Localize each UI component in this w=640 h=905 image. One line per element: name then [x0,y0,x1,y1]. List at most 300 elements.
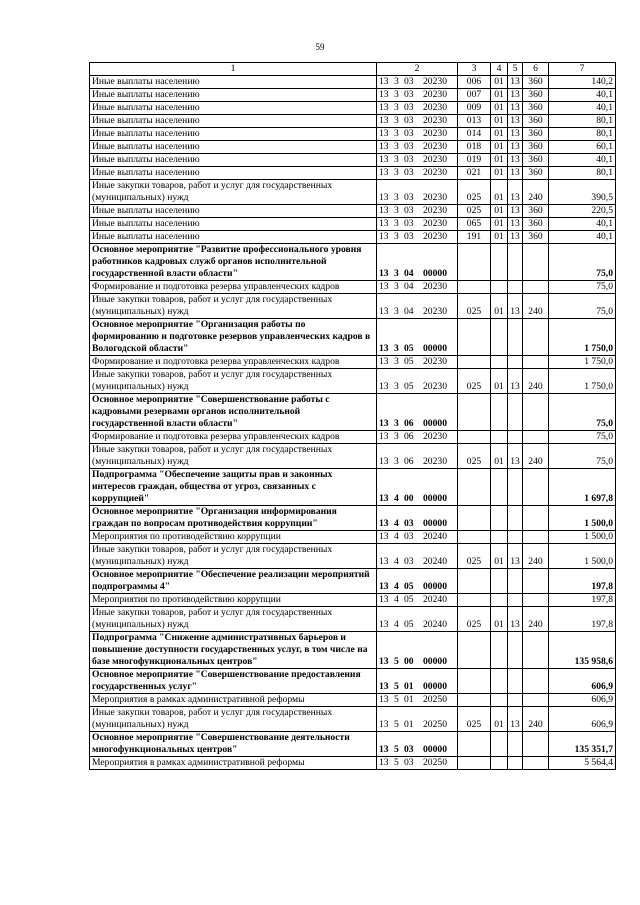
row-col5 [508,431,523,444]
code-direction: 20230 [423,89,447,100]
code-direction: 20230 [423,141,447,152]
row-code [377,281,458,294]
row-col3: 018 [458,141,491,154]
row-col3 [458,757,491,770]
row-col4 [491,694,508,707]
code-activity: 03 [404,205,414,216]
row-col4 [491,632,508,669]
row-code [377,431,458,444]
row-amount: 1 697,8 [549,469,616,506]
code-activity: 05 [404,343,414,354]
row-amount: 75,0 [549,444,616,469]
table-row [90,115,616,128]
table-row [90,632,616,669]
table-row [90,431,616,444]
code-direction: 20240 [423,619,447,630]
row-name: Основное мероприятие "Совершенствование деятельности многофункциональных центров" [90,732,377,757]
row-col6: 240 [523,369,549,394]
row-col6: 240 [523,180,549,205]
row-col5 [508,506,523,531]
row-col3: 025 [458,544,491,569]
row-code [377,231,458,244]
row-col3 [458,632,491,669]
code-activity: 06 [404,456,414,467]
row-col5 [508,594,523,607]
column-header: 3 [458,63,491,76]
row-amount: 606,9 [549,707,616,732]
row-col5: 13 [508,89,523,102]
row-amount: 140,2 [549,76,616,89]
column-header: 1 [90,63,377,76]
row-code [377,669,458,694]
row-name: Иные выплаты населению [90,115,377,128]
row-name: Мероприятия по противодействию коррупции [90,594,377,607]
code-program: 13 [379,192,389,203]
code-activity: 03 [404,141,414,152]
row-amount: 1 500,0 [549,544,616,569]
row-col3: 025 [458,180,491,205]
row-col3 [458,594,491,607]
code-direction: 20240 [423,531,447,542]
row-name: Формирование и подготовка резерва управленческих кадров [90,356,377,369]
code-program: 13 [379,218,389,229]
row-name: Иные закупки товаров, работ и услуг для государственных (муниципальных) нужд [90,707,377,732]
row-amount: 1 750,0 [549,356,616,369]
row-col5 [508,757,523,770]
code-program: 13 [379,531,389,542]
row-col3 [458,281,491,294]
page-number: 59 [315,42,325,52]
table-row [90,707,616,732]
code-activity: 04 [404,306,414,317]
row-col3 [458,506,491,531]
code-subprogram: 5 [394,744,399,755]
row-amount: 197,8 [549,607,616,632]
row-col3 [458,244,491,281]
code-subprogram: 3 [394,102,399,113]
column-header: 7 [549,63,616,76]
table-row [90,319,616,356]
table-row [90,394,616,431]
code-direction: 20230 [423,192,447,203]
code-activity: 06 [404,431,414,442]
code-activity: 04 [404,268,414,279]
row-col6 [523,319,549,356]
row-col4 [491,469,508,506]
code-program: 13 [379,656,389,667]
row-name: Иные закупки товаров, работ и услуг для государственных (муниципальных) нужд [90,369,377,394]
row-col4: 01 [491,544,508,569]
row-code [377,218,458,231]
row-amount: 1 750,0 [549,319,616,356]
row-amount: 220,5 [549,205,616,218]
code-direction: 20230 [423,381,447,392]
row-name: Формирование и подготовка резерва управленческих кадров [90,281,377,294]
row-code [377,469,458,506]
row-col5: 13 [508,444,523,469]
row-col4: 01 [491,444,508,469]
code-program: 13 [379,268,389,279]
table-row [90,218,616,231]
row-code [377,76,458,89]
code-program: 13 [379,431,389,442]
code-direction: 20230 [423,306,447,317]
code-subprogram: 3 [394,154,399,165]
row-col4 [491,669,508,694]
row-col3: 025 [458,707,491,732]
code-program: 13 [379,418,389,429]
code-activity: 01 [404,694,414,705]
row-col4 [491,569,508,594]
row-col6 [523,694,549,707]
row-col3 [458,569,491,594]
code-subprogram: 3 [394,343,399,354]
row-col5 [508,569,523,594]
row-amount: 75,0 [549,244,616,281]
row-code [377,707,458,732]
code-direction: 20230 [423,76,447,87]
row-col5 [508,632,523,669]
row-col3: 025 [458,294,491,319]
code-program: 13 [379,518,389,529]
code-activity: 03 [404,518,414,529]
row-col4: 01 [491,607,508,632]
column-header: 5 [508,63,523,76]
code-activity: 05 [404,381,414,392]
row-col3: 025 [458,444,491,469]
code-subprogram: 4 [394,581,399,592]
row-amount: 1 500,0 [549,506,616,531]
code-program: 13 [379,619,389,630]
table-row [90,102,616,115]
row-col5: 13 [508,369,523,394]
row-code [377,369,458,394]
row-col6 [523,632,549,669]
code-program: 13 [379,281,389,292]
code-direction: 00000 [423,681,447,692]
row-col6 [523,356,549,369]
code-program: 13 [379,744,389,755]
row-col6 [523,506,549,531]
row-name: Иные закупки товаров, работ и услуг для государственных (муниципальных) нужд [90,180,377,205]
row-code [377,89,458,102]
row-col3 [458,319,491,356]
row-name: Иные закупки товаров, работ и услуг для государственных (муниципальных) нужд [90,544,377,569]
row-col5 [508,531,523,544]
row-col4: 01 [491,180,508,205]
row-col4: 01 [491,76,508,89]
row-col3: 013 [458,115,491,128]
row-col3 [458,431,491,444]
row-col5: 13 [508,180,523,205]
code-program: 13 [379,556,389,567]
row-code [377,180,458,205]
row-col6 [523,281,549,294]
row-name: Подпрограмма "Обеспечение защиты прав и законных интересов граждан, общества от угроз, связанных с коррупцией" [90,469,377,506]
code-direction: 20230 [423,431,447,442]
row-col6 [523,732,549,757]
row-col5: 13 [508,154,523,167]
row-col4 [491,394,508,431]
table-row [90,141,616,154]
table-row [90,607,616,632]
code-activity: 05 [404,356,414,367]
row-code [377,356,458,369]
code-direction: 00000 [423,518,447,529]
row-col3: 007 [458,89,491,102]
row-code [377,294,458,319]
row-amount: 75,0 [549,281,616,294]
code-program: 13 [379,343,389,354]
row-name: Иные выплаты населению [90,154,377,167]
row-name: Иные выплаты населению [90,89,377,102]
row-col3: 025 [458,607,491,632]
code-program: 13 [379,757,389,768]
code-activity: 05 [404,594,414,605]
row-code [377,607,458,632]
row-amount: 40,1 [549,154,616,167]
row-col5: 13 [508,544,523,569]
row-name: Иные выплаты населению [90,205,377,218]
code-subprogram: 3 [394,218,399,229]
row-col6 [523,594,549,607]
row-name: Иные выплаты населению [90,218,377,231]
code-activity: 03 [404,744,414,755]
row-col3: 021 [458,167,491,180]
row-col5 [508,669,523,694]
row-name: Подпрограмма "Снижение административных барьеров и повышение доступности государственных услуг, в том числе на базе многофункциональных центров" [90,632,377,669]
row-col5: 13 [508,707,523,732]
row-col4 [491,594,508,607]
row-amount: 40,1 [549,102,616,115]
code-subprogram: 3 [394,128,399,139]
row-col4: 01 [491,115,508,128]
code-subprogram: 3 [394,456,399,467]
code-subprogram: 5 [394,719,399,730]
code-activity: 03 [404,102,414,113]
code-activity: 03 [404,192,414,203]
row-col4: 01 [491,231,508,244]
row-col6: 240 [523,707,549,732]
row-code [377,394,458,431]
row-col3: 065 [458,218,491,231]
code-direction: 20250 [423,694,447,705]
row-col6: 360 [523,141,549,154]
code-program: 13 [379,76,389,87]
code-subprogram: 3 [394,167,399,178]
row-col4 [491,431,508,444]
budget-table [89,62,616,770]
table-row [90,694,616,707]
row-col4 [491,356,508,369]
row-col4: 01 [491,167,508,180]
row-code [377,141,458,154]
row-col5: 13 [508,607,523,632]
column-header: 2 [377,63,458,76]
row-amount: 75,0 [549,394,616,431]
row-code [377,154,458,167]
row-col5 [508,356,523,369]
row-name: Иные закупки товаров, работ и услуг для государственных (муниципальных) нужд [90,444,377,469]
table-header-row [90,63,616,76]
row-col4: 01 [491,141,508,154]
row-amount: 390,5 [549,180,616,205]
row-amount: 60,1 [549,141,616,154]
row-amount: 75,0 [549,431,616,444]
code-direction: 20230 [423,231,447,242]
table-row [90,531,616,544]
code-program: 13 [379,719,389,730]
table-row [90,205,616,218]
row-code [377,531,458,544]
code-activity: 03 [404,89,414,100]
code-direction: 00000 [423,493,447,504]
code-subprogram: 5 [394,681,399,692]
row-amount: 75,0 [549,294,616,319]
code-subprogram: 3 [394,281,399,292]
code-activity: 03 [404,556,414,567]
code-program: 13 [379,381,389,392]
row-code [377,244,458,281]
row-col4 [491,757,508,770]
row-name: Мероприятия по противодействию коррупции [90,531,377,544]
row-code [377,757,458,770]
row-amount: 40,1 [549,89,616,102]
table-row [90,732,616,757]
code-activity: 03 [404,167,414,178]
row-col6: 360 [523,167,549,180]
row-col6: 240 [523,607,549,632]
table-row [90,231,616,244]
row-col6 [523,669,549,694]
row-code [377,128,458,141]
row-col4: 01 [491,218,508,231]
row-name: Иные выплаты населению [90,102,377,115]
code-direction: 20230 [423,281,447,292]
row-col4: 01 [491,369,508,394]
code-subprogram: 4 [394,594,399,605]
row-col5: 13 [508,205,523,218]
row-col5: 13 [508,167,523,180]
row-col4 [491,319,508,356]
row-name: Основное мероприятие "Совершенствование предоставления государственных услуг" [90,669,377,694]
row-col5 [508,319,523,356]
row-amount: 1 750,0 [549,369,616,394]
row-col6: 240 [523,444,549,469]
row-col3 [458,531,491,544]
row-col3: 025 [458,369,491,394]
row-name: Основное мероприятие "Развитие профессионального уровня работников кадровых служб органов исполнительной государственной власти области" [90,244,377,281]
code-program: 13 [379,115,389,126]
code-subprogram: 3 [394,141,399,152]
row-col5: 13 [508,231,523,244]
code-subprogram: 3 [394,431,399,442]
code-direction: 00000 [423,343,447,354]
row-col5: 13 [508,128,523,141]
code-subprogram: 3 [394,356,399,367]
code-direction: 20230 [423,167,447,178]
row-col3 [458,394,491,431]
table-row [90,506,616,531]
row-code [377,569,458,594]
code-program: 13 [379,141,389,152]
row-name: Иные выплаты населению [90,141,377,154]
row-col5 [508,469,523,506]
table-row [90,594,616,607]
code-direction: 20240 [423,594,447,605]
code-activity: 03 [404,128,414,139]
table-row [90,569,616,594]
row-col5 [508,694,523,707]
row-col5 [508,732,523,757]
code-direction: 20230 [423,205,447,216]
row-amount: 80,1 [549,167,616,180]
row-amount: 197,8 [549,594,616,607]
code-activity: 00 [404,493,414,504]
row-col5: 13 [508,115,523,128]
row-col3: 019 [458,154,491,167]
row-col6: 360 [523,89,549,102]
code-subprogram: 4 [394,531,399,542]
code-direction: 00000 [423,268,447,279]
column-header: 4 [491,63,508,76]
row-col6: 360 [523,205,549,218]
code-activity: 06 [404,418,414,429]
code-activity: 03 [404,531,414,542]
row-col3: 014 [458,128,491,141]
row-amount: 1 500,0 [549,531,616,544]
row-col4: 01 [491,102,508,115]
code-activity: 01 [404,719,414,730]
row-name: Мероприятия в рамках административной реформы [90,694,377,707]
table-row [90,167,616,180]
row-code [377,167,458,180]
code-direction: 00000 [423,744,447,755]
table-row [90,89,616,102]
code-direction: 00000 [423,656,447,667]
row-col3: 025 [458,205,491,218]
table-row [90,757,616,770]
row-col3 [458,469,491,506]
code-program: 13 [379,694,389,705]
row-col4 [491,506,508,531]
row-amount: 135 351,7 [549,732,616,757]
table-row [90,469,616,506]
row-code [377,694,458,707]
code-program: 13 [379,493,389,504]
row-col5: 13 [508,76,523,89]
row-name: Основное мероприятие "Организация работы по формированию и подготовке резервов управленческих кадров в Вологодской области" [90,319,377,356]
row-amount: 606,9 [549,669,616,694]
row-code [377,506,458,531]
row-col6: 240 [523,294,549,319]
row-amount: 40,1 [549,231,616,244]
row-col4: 01 [491,707,508,732]
row-col6 [523,531,549,544]
code-program: 13 [379,681,389,692]
code-direction: 20230 [423,154,447,165]
code-direction: 00000 [423,581,447,592]
row-amount: 197,8 [549,569,616,594]
row-code [377,115,458,128]
row-amount: 80,1 [549,115,616,128]
row-name: Иные закупки товаров, работ и услуг для государственных (муниципальных) нужд [90,294,377,319]
row-col3: 191 [458,231,491,244]
row-name: Основное мероприятие "Обеспечение реализации мероприятий подпрограммы 4" [90,569,377,594]
row-name: Основное мероприятие "Совершенствование работы с кадровыми резервами органов исполнительной государственной власти области" [90,394,377,431]
code-program: 13 [379,167,389,178]
code-activity: 05 [404,619,414,630]
